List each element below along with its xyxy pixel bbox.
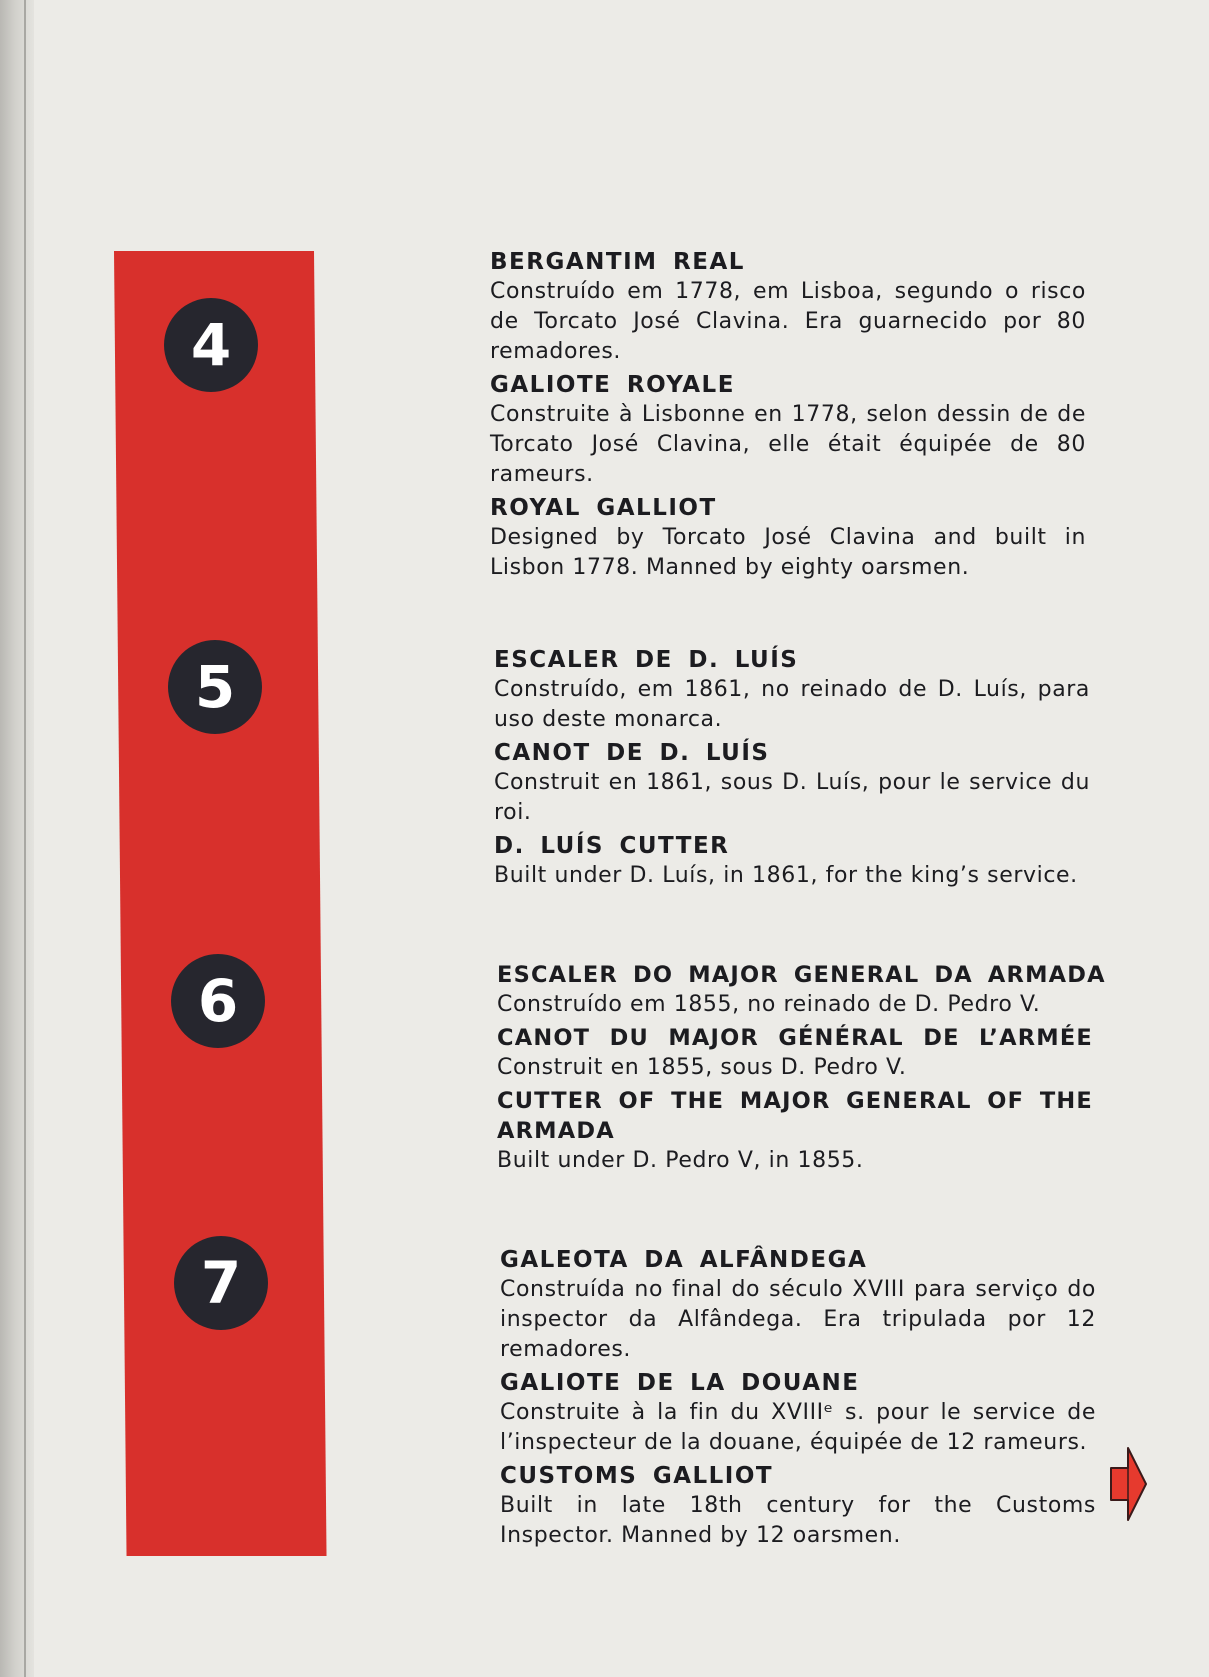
entry-5: [494, 645, 1090, 894]
entry-description: Construite à Lisbonne en 1778, selon dessin de de Torcato José Clavina, elle était équipée de 80 rameurs.: [490, 402, 1086, 487]
entry-number-5: 5: [168, 640, 262, 734]
entry-number-7: 7: [174, 1236, 268, 1330]
entry-description: Construit en 1855, sous D. Pedro V.: [497, 1055, 907, 1080]
page-binding-edge: [24, 0, 26, 1677]
red-side-bar: [114, 251, 327, 1556]
entry-description: Construída no final do século XVIII para serviço do inspector da Alfândega. Era tripulada por 12 remadores.: [500, 1277, 1096, 1362]
entry-4: [490, 247, 1086, 586]
entry-description: Construit en 1861, sous D. Luís, pour le service du roi.: [494, 770, 1090, 825]
entry-title: BERGANTIM REAL: [490, 249, 745, 275]
entry-description: Designed by Torcato José Clavina and built in Lisbon 1778. Manned by eighty oarsmen.: [490, 525, 1086, 580]
page-binding-shadow: [0, 0, 34, 1677]
entry-number-4: 4: [164, 298, 258, 392]
entry-6: [497, 960, 1106, 1179]
entry-title: CUTTER OF THE MAJOR GENERAL OF THE ARMADA: [497, 1088, 1093, 1144]
right-arrow-icon[interactable]: [1108, 1446, 1148, 1522]
entry-title: CUSTOMS GALLIOT: [500, 1463, 774, 1489]
entry-number-6: 6: [171, 954, 265, 1048]
entry-title: D. LUÍS CUTTER: [494, 833, 730, 859]
entry-title: CANOT DE D. LUÍS: [494, 740, 770, 766]
entry-description: Built under D. Luís, in 1861, for the king’s service.: [494, 863, 1078, 888]
entry-7: [500, 1245, 1096, 1554]
entry-title: GALIOTE DE LA DOUANE: [500, 1370, 860, 1396]
entry-description: Construite à la fin du XVIIIᵉ s. pour le service de l’inspecteur de la douane, équipée de 12 rameurs.: [500, 1400, 1096, 1455]
entry-title: GALIOTE ROYALE: [490, 372, 735, 398]
entry-title: CANOT DU MAJOR GÉNÉRAL DE L’ARMÉE: [497, 1025, 1093, 1051]
entry-title: GALEOTA DA ALFÂNDEGA: [500, 1247, 868, 1273]
entry-title: ESCALER DO MAJOR GENERAL DA ARMADA: [497, 962, 1106, 988]
entry-title: ROYAL GALLIOT: [490, 495, 717, 521]
entry-title: ESCALER DE D. LUÍS: [494, 647, 799, 673]
entry-description: Built under D. Pedro V, in 1855.: [497, 1148, 864, 1173]
entry-description: Construído em 1778, em Lisboa, segundo o risco de Torcato José Clavina. Era guarnecido por 80 remadores.: [490, 279, 1086, 364]
entry-description: Construído, em 1861, no reinado de D. Luís, para uso deste monarca.: [494, 677, 1090, 732]
entry-description: Built in late 18th century for the Customs Inspector. Manned by 12 oarsmen.: [500, 1493, 1096, 1548]
entry-description: Construído em 1855, no reinado de D. Pedro V.: [497, 992, 1041, 1017]
